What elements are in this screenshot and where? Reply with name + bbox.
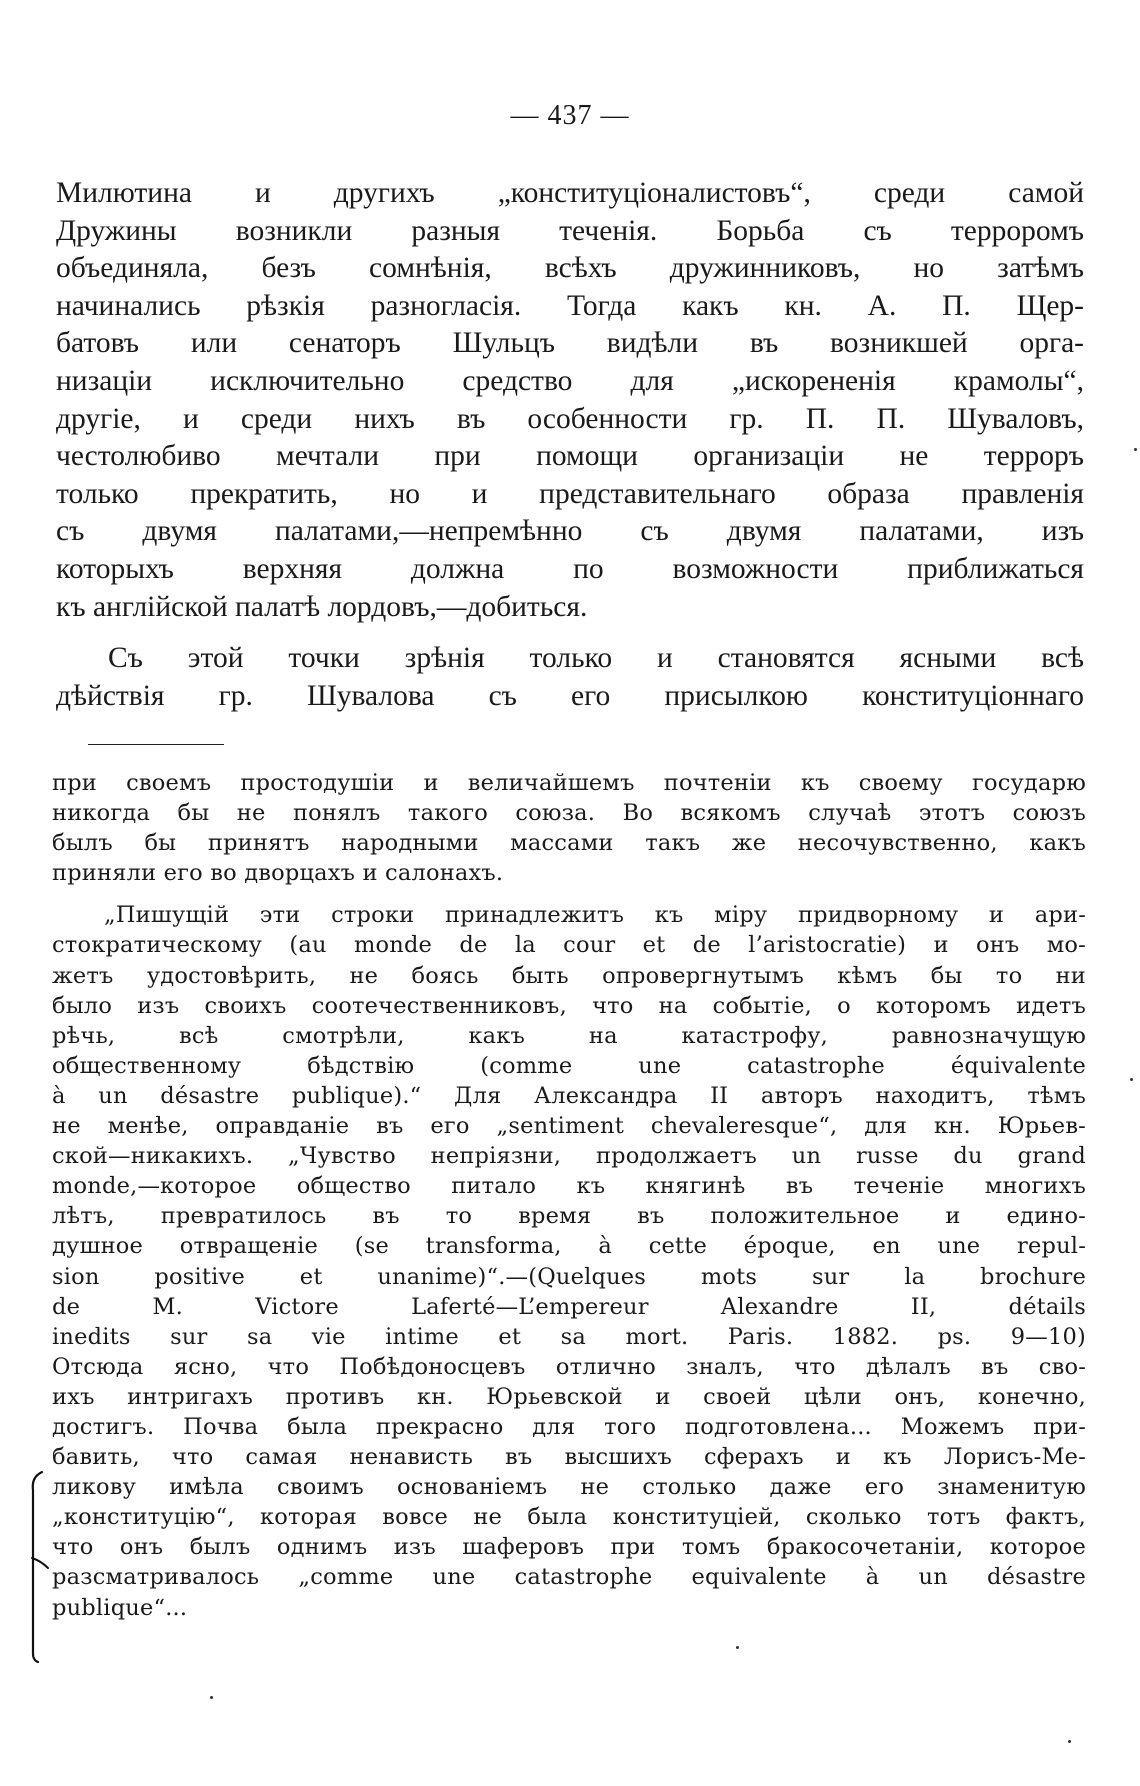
footnote-line: душное отвращеніе (se transforma, à cette époque, en une repul- bbox=[52, 1233, 1086, 1260]
footnote-line: „конституцію“, которая вовсе не была конституціей, сколько тотъ фактъ, bbox=[52, 1504, 1086, 1531]
footnote-line: было изъ своихъ соотечественниковъ, что на событіе, о которомъ идетъ bbox=[52, 992, 1086, 1019]
footnote-line: при своемъ простодушіи и величайшемъ почтеніи къ своему государю bbox=[52, 770, 1086, 796]
scan-speck bbox=[1068, 1740, 1071, 1743]
footnote-line: что онъ былъ однимъ изъ шаферовъ при томъ бракосочетаніи, которое bbox=[52, 1534, 1086, 1561]
footnote-line: никогда бы не понялъ такого союза. Во всякомъ случаѣ этотъ союзъ bbox=[52, 800, 1086, 827]
main-line: Съ этой точки зрѣнія только и становятся ясными всѣ bbox=[108, 642, 1084, 675]
footnote-divider bbox=[88, 744, 224, 745]
scan-speck bbox=[1130, 1078, 1133, 1081]
footnote-line: „Пишущій эти строки принадлежитъ къ міру придворному и ари- bbox=[104, 902, 1086, 929]
handwritten-margin-mark bbox=[26, 1468, 50, 1663]
footnote-line: Отсюда ясно, что Побѣдоносцевъ отлично зналъ, что дѣлалъ въ сво- bbox=[52, 1353, 1086, 1380]
scan-speck bbox=[736, 1646, 739, 1649]
footnote-line: былъ бы принятъ народными массами такъ же несочувственно, какъ bbox=[52, 830, 1086, 857]
footnote-line: общественному бѣдствію (comme une catastrophe équivalente bbox=[52, 1052, 1086, 1079]
footnote-line: разсматривалось „comme une catastrophe equivalente à un désastre bbox=[52, 1564, 1086, 1591]
main-text bbox=[56, 175, 1084, 715]
main-line: батовъ или сенаторъ Шульцъ видѣли въ возникшей орга- bbox=[56, 327, 1084, 360]
main-line: съ двумя палатами,—непремѣнно съ двумя палатами, изъ bbox=[56, 515, 1084, 548]
footnote-line: à un désastre publique).“ Для Александра II авторъ находитъ, тѣмъ bbox=[52, 1082, 1086, 1109]
footnote-line: ихъ интригахъ противъ кн. Юрьевской и своей цѣли онъ, конечно, bbox=[52, 1383, 1086, 1410]
main-line: объединяла, безъ сомнѣнія, всѣхъ дружинниковъ, но затѣмъ bbox=[56, 252, 1084, 285]
main-line: Милютина и другихъ „конституціоналистовъ“, среди самой bbox=[56, 177, 1084, 209]
footnote-line: ликову имѣла своимъ основаніемъ не столько даже его знаменитую bbox=[52, 1474, 1086, 1501]
main-line: другіе, и среди нихъ въ особенности гр. П. П. Шуваловъ, bbox=[56, 402, 1084, 435]
footnote-line: лѣтъ, превратилось въ то время въ положительное и едино- bbox=[52, 1203, 1086, 1230]
main-line: Дружины возникли разныя теченія. Борьба съ терроромъ bbox=[56, 214, 1084, 247]
footnote-line: стократическому (au monde de la cour et de l’aristocratie) и онъ мо- bbox=[52, 932, 1086, 959]
footnote-line: de M. Victore Laferté—L’empereur Alexandre II, détails bbox=[52, 1293, 1086, 1320]
footnote-line: жетъ удостовѣрить, не боясь быть опровергнутымъ кѣмъ бы то ни bbox=[52, 962, 1086, 989]
footnote-line: бавить, что самая ненависть въ высшихъ сферахъ и къ Лорисъ-Ме- bbox=[52, 1444, 1086, 1471]
main-line: низаціи исключительно средство для „искорененія крамолы“, bbox=[56, 364, 1084, 397]
main-line: честолюбиво мечтали при помощи организаціи не терроръ bbox=[56, 440, 1084, 473]
footnote-line: inedits sur sa vie intime et sa mort. Paris. 1882. ps. 9—10) bbox=[52, 1323, 1086, 1350]
footnote-line: достигъ. Почва была прекрасно для того подготовлена... Можемъ при- bbox=[52, 1413, 1086, 1440]
main-line: только прекратить, но и представительнаго образа правленія bbox=[56, 477, 1084, 510]
footnote-line: не менѣе, оправданіе въ его „sentiment chevaleresque“, для кн. Юрьев- bbox=[52, 1113, 1086, 1140]
main-line: которыхъ верхняя должна по возможности приближаться bbox=[56, 552, 1084, 585]
main-line: начинались рѣзкія разногласія. Тогда какъ кн. А. П. Щер- bbox=[56, 289, 1084, 322]
footnote-text bbox=[52, 768, 1086, 1623]
scan-speck bbox=[1134, 448, 1137, 451]
main-line: дѣйствія гр. Шувалова съ его присылкою конституціоннаго bbox=[56, 679, 1084, 712]
footnote-line: ской—никакихъ. „Чувство непріязни, продолжаетъ un russe du grand bbox=[52, 1143, 1086, 1170]
footnote-line: рѣчь, всѣ смотрѣли, какъ на катастрофу, равнозначущую bbox=[52, 1022, 1086, 1049]
footnote-line: monde,—которое общество питало къ княгинѣ въ теченіе многихъ bbox=[52, 1173, 1086, 1200]
scan-speck bbox=[210, 1696, 213, 1699]
main-line: къ англійской палатѣ лордовъ,—добиться. bbox=[56, 590, 588, 623]
footnote-line: publique“... bbox=[52, 1594, 188, 1621]
footnote-line: приняли его во дворцахъ и салонахъ. bbox=[52, 860, 504, 887]
footnote-line: sion positive et unanime)“.—(Quelques mots sur la brochure bbox=[52, 1263, 1086, 1290]
page-number: — 437 — bbox=[510, 100, 630, 131]
